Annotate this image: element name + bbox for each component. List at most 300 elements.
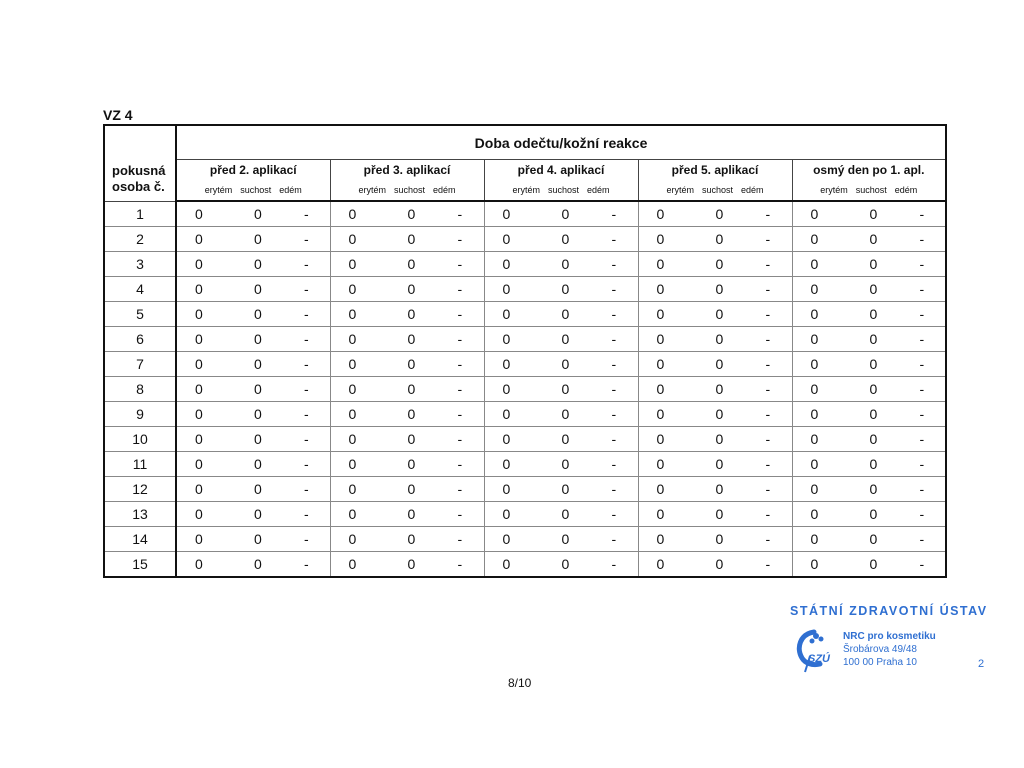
dryness-value: 0 [869,481,878,497]
erythema-value: 0 [195,331,203,347]
reaction-cell [484,377,638,402]
edema-value: - [457,381,463,397]
erythema-value: 0 [656,206,665,222]
edema-value: - [457,256,463,272]
dryness-value: 0 [561,506,570,522]
edema-value: - [457,406,463,422]
edema-value: - [611,306,617,322]
dryness-value: 0 [254,481,262,497]
dryness-value: 0 [254,531,262,547]
reaction-cell [484,477,638,502]
logo-text: SZÚ [808,653,830,665]
dryness-value: 0 [254,406,262,422]
edema-value: - [765,231,771,247]
dryness-value: 0 [254,306,262,322]
edema-value: - [611,531,617,547]
page-number: 8/10 [508,676,532,690]
edema-value: - [919,231,925,247]
reaction-cell [638,227,792,252]
reaction-cell [638,377,792,402]
erythema-value: 0 [195,356,203,372]
dryness-value: 0 [715,356,724,372]
edema-value: - [919,256,925,272]
erythema-value: 0 [348,356,357,372]
edema-value: - [304,506,309,522]
reaction-cell [176,527,330,552]
dryness-value: 0 [715,456,724,472]
dryness-value: 0 [407,531,416,547]
erythema-value: 0 [810,331,819,347]
reaction-cell [792,201,946,227]
table-row [104,402,946,427]
dryness-value: 0 [407,481,416,497]
table-row [104,477,946,502]
reaction-cell [330,277,484,302]
reaction-cell [638,277,792,302]
erythema-value: 0 [195,481,203,497]
institution-stamp [790,604,990,670]
dryness-value: 0 [869,331,878,347]
reaction-cell [484,302,638,327]
reaction-cell [484,452,638,477]
subject-number: 5 [104,302,176,327]
edema-value: - [304,306,309,322]
dryness-value: 0 [561,431,570,447]
dryness-value: 0 [869,456,878,472]
subject-number: 2 [104,227,176,252]
dryness-value: 0 [561,381,570,397]
criteria-group [176,180,330,201]
erythema-value: 0 [348,506,357,522]
erythema-value: 0 [502,231,511,247]
stamp-line3: 100 00 Praha 10 [843,657,917,668]
reaction-cell [638,402,792,427]
reaction-cell [484,227,638,252]
reaction-cell [638,527,792,552]
erythema-value: 0 [810,456,819,472]
edema-value: - [919,481,925,497]
dryness-value: 0 [561,231,570,247]
document-label: VZ 4 [103,107,133,123]
dryness-value: 0 [561,206,570,222]
erythema-value: 0 [656,456,665,472]
dryness-value: 0 [254,256,262,272]
edema-value: - [919,381,925,397]
reaction-cell [484,352,638,377]
table-row [104,277,946,302]
edema-value: - [304,256,309,272]
erythema-value: 0 [810,356,819,372]
erythema-value: 0 [656,431,665,447]
edema-value: - [304,531,309,547]
edema-value: - [457,481,463,497]
edema-value: - [611,231,617,247]
edema-value: - [919,206,925,222]
subject-number: 13 [104,502,176,527]
edema-value: - [611,431,617,447]
erythema-value: 0 [502,256,511,272]
subject-number: 1 [104,201,176,227]
erythema-value: 0 [502,306,511,322]
criteria-label: erytém [820,185,848,195]
edema-value: - [457,356,463,372]
reaction-cell [330,377,484,402]
dryness-value: 0 [715,431,724,447]
erythema-value: 0 [195,256,203,272]
erythema-value: 0 [502,556,511,572]
erythema-value: 0 [195,406,203,422]
dryness-value: 0 [869,406,878,422]
erythema-value: 0 [195,281,203,297]
edema-value: - [765,381,771,397]
criteria-label: suchost [393,185,426,195]
dryness-value: 0 [869,306,878,322]
reaction-cell [176,402,330,427]
dryness-value: 0 [715,256,724,272]
dryness-value: 0 [407,281,416,297]
edema-value: - [765,356,771,372]
table-row [104,427,946,452]
dryness-value: 0 [407,431,416,447]
reaction-cell [792,452,946,477]
reaction-cell [638,252,792,277]
erythema-value: 0 [656,406,665,422]
dryness-value: 0 [254,431,262,447]
reaction-cell [176,452,330,477]
stamp-line2: Šrobárova 49/48 [843,644,917,655]
dryness-value: 0 [561,256,570,272]
reading-time-header: Doba odečtu/kožní reakce [176,125,946,160]
dryness-value: 0 [407,356,416,372]
erythema-value: 0 [810,406,819,422]
reaction-cell [792,552,946,578]
reaction-cell [792,402,946,427]
erythema-value: 0 [348,206,357,222]
table-row [104,227,946,252]
subject-number: 10 [104,427,176,452]
dryness-value: 0 [254,231,262,247]
dryness-value: 0 [869,206,878,222]
reaction-cell [176,377,330,402]
dryness-value: 0 [254,556,262,572]
edema-value: - [304,231,309,247]
dryness-value: 0 [561,481,570,497]
erythema-value: 0 [348,306,357,322]
edema-value: - [304,556,309,572]
edema-value: - [611,256,617,272]
reaction-cell [484,527,638,552]
edema-value: - [611,506,617,522]
criteria-label: erytém [204,185,233,195]
edema-value: - [611,281,617,297]
erythema-value: 0 [195,431,203,447]
erythema-value: 0 [656,556,665,572]
edema-value: - [919,556,925,572]
reaction-cell [330,327,484,352]
reaction-cell [330,477,484,502]
erythema-value: 0 [502,281,511,297]
erythema-value: 0 [656,506,665,522]
edema-value: - [304,456,309,472]
edema-value: - [611,456,617,472]
table-row [104,252,946,277]
edema-value: - [304,331,309,347]
erythema-value: 0 [348,256,357,272]
edema-value: - [919,406,925,422]
edema-value: - [304,206,309,222]
erythema-value: 0 [502,506,511,522]
erythema-value: 0 [502,381,511,397]
edema-value: - [765,306,771,322]
erythema-value: 0 [810,556,819,572]
dryness-value: 0 [254,506,262,522]
application-header: před 3. aplikací [330,160,484,181]
reaction-cell [176,277,330,302]
dryness-value: 0 [407,406,416,422]
erythema-value: 0 [195,206,203,222]
edema-value: - [919,281,925,297]
edema-value: - [457,231,463,247]
erythema-value: 0 [195,506,203,522]
reaction-cell [638,477,792,502]
dryness-value: 0 [407,381,416,397]
dryness-value: 0 [715,306,724,322]
application-header: před 2. aplikací [176,160,330,181]
erythema-value: 0 [348,431,357,447]
criteria-label: erytém [512,185,540,195]
table-row [104,201,946,227]
application-header-row [104,160,946,181]
reaction-cell [176,552,330,578]
erythema-value: 0 [502,406,511,422]
edema-value: - [611,381,617,397]
dryness-value: 0 [561,406,570,422]
criteria-label: suchost [701,185,734,195]
reaction-cell [484,327,638,352]
reaction-cell [792,477,946,502]
dryness-value: 0 [869,431,878,447]
criteria-label: suchost [547,185,580,195]
edema-value: - [611,406,617,422]
edema-value: - [304,431,309,447]
dryness-value: 0 [561,556,570,572]
dryness-value: 0 [254,281,262,297]
dryness-value: 0 [254,331,262,347]
dryness-value: 0 [869,506,878,522]
table-row [104,452,946,477]
edema-value: - [765,431,771,447]
erythema-value: 0 [810,506,819,522]
reaction-cell [792,377,946,402]
erythema-value: 0 [656,531,665,547]
edema-value: - [457,431,463,447]
dryness-value: 0 [254,356,262,372]
dryness-value: 0 [715,556,724,572]
edema-value: - [611,331,617,347]
reaction-cell [176,427,330,452]
szu-logo-icon [790,626,840,679]
erythema-value: 0 [502,481,511,497]
subject-number: 9 [104,402,176,427]
subject-number: 14 [104,527,176,552]
edema-value: - [765,281,771,297]
dryness-value: 0 [715,406,724,422]
dryness-value: 0 [561,281,570,297]
edema-value: - [919,431,925,447]
edema-value: - [304,281,309,297]
erythema-value: 0 [656,381,665,397]
edema-value: - [919,531,925,547]
dryness-value: 0 [715,331,724,347]
reaction-cell [330,427,484,452]
dryness-value: 0 [869,256,878,272]
erythema-value: 0 [810,481,819,497]
dryness-value: 0 [407,331,416,347]
erythema-value: 0 [810,206,819,222]
reaction-cell [792,352,946,377]
reaction-cell [330,227,484,252]
subject-number: 4 [104,277,176,302]
erythema-value: 0 [195,306,203,322]
edema-value: - [765,531,771,547]
table-body [104,201,946,577]
criteria-label: edém [894,185,918,195]
dryness-value: 0 [407,556,416,572]
reaction-cell [330,252,484,277]
stamp-number: 2 [978,658,985,670]
table-row [104,527,946,552]
stamp-line1: NRC pro kosmetiku [843,631,936,642]
reaction-cell [792,427,946,452]
dryness-value: 0 [254,206,262,222]
table-row [104,552,946,578]
erythema-value: 0 [810,231,819,247]
criteria-group [792,180,946,201]
table-row [104,352,946,377]
erythema-value: 0 [656,481,665,497]
dryness-value: 0 [407,456,416,472]
subject-number: 3 [104,252,176,277]
erythema-value: 0 [656,306,665,322]
reaction-cell [330,527,484,552]
erythema-value: 0 [656,281,665,297]
dryness-value: 0 [407,231,416,247]
reaction-cell [330,552,484,578]
erythema-value: 0 [348,456,357,472]
dryness-value: 0 [715,206,724,222]
table-row [104,302,946,327]
table-row [104,502,946,527]
reaction-cell [176,502,330,527]
dryness-value: 0 [869,231,878,247]
dryness-value: 0 [407,506,416,522]
edema-value: - [457,556,463,572]
reaction-cell [792,277,946,302]
criteria-group [330,180,484,201]
criteria-group [638,180,792,201]
erythema-value: 0 [348,331,357,347]
edema-value: - [304,481,309,497]
edema-value: - [765,506,771,522]
dryness-value: 0 [561,331,570,347]
dryness-value: 0 [869,556,878,572]
erythema-value: 0 [810,281,819,297]
table-row [104,377,946,402]
stamp-address [843,630,936,669]
reaction-cell [176,201,330,227]
reaction-cell [484,552,638,578]
edema-value: - [457,306,463,322]
erythema-value: 0 [348,481,357,497]
erythema-value: 0 [502,206,511,222]
edema-value: - [457,531,463,547]
erythema-value: 0 [502,356,511,372]
erythema-value: 0 [348,556,357,572]
reaction-cell [638,302,792,327]
dryness-value: 0 [869,281,878,297]
erythema-value: 0 [810,431,819,447]
dryness-value: 0 [407,206,416,222]
erythema-value: 0 [195,531,203,547]
criteria-label: edém [587,185,610,195]
reaction-cell [638,502,792,527]
reaction-cell [484,427,638,452]
subject-column-header [104,125,176,201]
edema-value: - [765,456,771,472]
dryness-value: 0 [561,356,570,372]
edema-value: - [611,206,617,222]
edema-value: - [919,306,925,322]
reaction-cell [792,252,946,277]
reaction-cell [792,302,946,327]
dryness-value: 0 [869,531,878,547]
dryness-value: 0 [715,381,724,397]
dryness-value: 0 [715,506,724,522]
application-header: osmý den po 1. apl. [813,163,925,177]
reaction-cell [330,201,484,227]
reaction-cell [792,327,946,352]
dryness-value: 0 [715,281,724,297]
application-header: před 5. aplikací [638,160,792,181]
criteria-label: suchost [240,185,272,195]
edema-value: - [919,456,925,472]
dryness-value: 0 [715,531,724,547]
dryness-value: 0 [254,381,262,397]
erythema-value: 0 [810,381,819,397]
edema-value: - [457,281,463,297]
erythema-value: 0 [810,531,819,547]
reaction-cell [176,252,330,277]
reaction-cell [484,502,638,527]
reaction-cell [484,252,638,277]
reaction-cell [176,477,330,502]
subject-number: 7 [104,352,176,377]
subject-header-line2: osoba č. [112,178,165,194]
application-header: před 4. aplikací [484,160,638,181]
stamp-title: STÁTNÍ ZDRAVOTNÍ ÚSTAV [790,604,988,618]
erythema-value: 0 [502,531,511,547]
edema-value: - [611,481,617,497]
dryness-value: 0 [561,456,570,472]
subject-number: 8 [104,377,176,402]
dryness-value: 0 [869,356,878,372]
criteria-label: erytém [358,185,386,195]
reaction-cell [638,201,792,227]
dryness-value: 0 [715,481,724,497]
dryness-value: 0 [254,456,262,472]
erythema-value: 0 [656,231,665,247]
edema-value: - [919,356,925,372]
